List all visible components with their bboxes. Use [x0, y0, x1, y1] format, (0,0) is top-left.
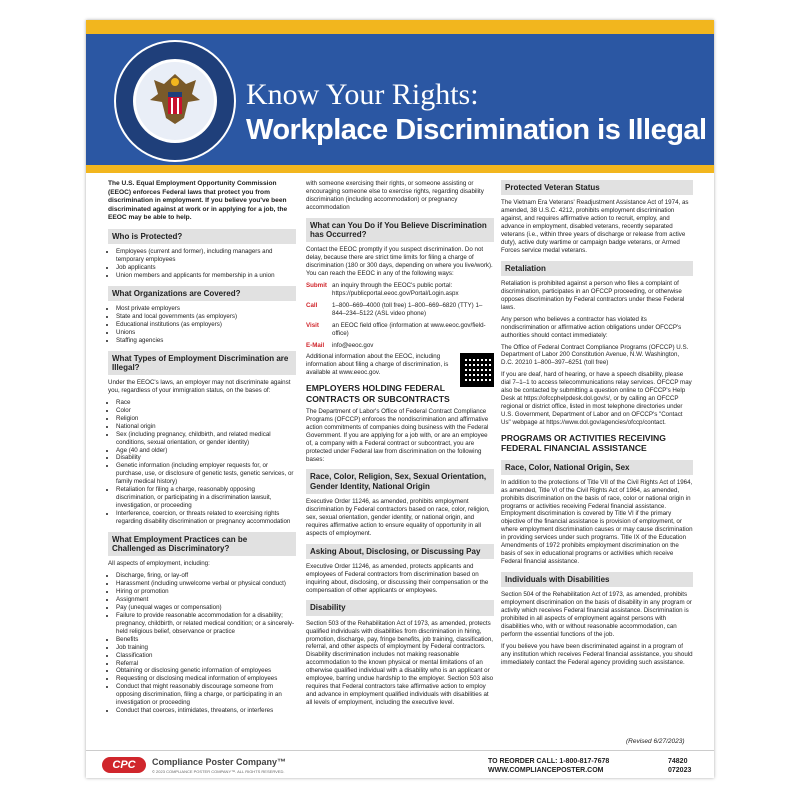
section-heading: What Organizations are Covered?: [108, 286, 296, 301]
paragraph: Executive Order 11246, as amended, protects applicants and employees of Federal contractors from discrimination based on inquiring about, disclosing, or discussing their compensation or the compensation of other applicants or employees.: [306, 562, 489, 594]
paragraph: Any person who believes a contractor has violated its nondiscrimination or affirmative action obligations under OFCCP's authorities should contact immediately:: [501, 315, 682, 339]
list-item: • Genetic information (including employer requests for, or purchase, use, or disclosure of genetic tests, genetic services, or family medical history): [116, 462, 296, 486]
column-3: [501, 180, 693, 671]
list-item: • Hiring or promotion: [116, 588, 296, 596]
list: [108, 572, 296, 715]
list-item: • Pay (unequal wages or compensation): [116, 604, 296, 612]
contact-call: [306, 302, 494, 318]
product-codes: [668, 757, 691, 775]
intro-text: The U.S. Equal Employment Opportunity Commission (EEOC) enforces Federal laws that protect you from discrimination in employment. If you believe you've been discriminated against at work or in applying for a job, the EEOC may be able to help.: [108, 180, 288, 222]
list-item: • Job training: [116, 644, 296, 652]
website-link[interactable]: WWW.COMPLIANCEPOSTER.COM: [488, 767, 604, 775]
paragraph: Executive Order 11246, as amended, prohibits employment discrimination by Federal contractors based on race, color, religion, sex, sexual orientation, gender identity, or national origin, and requires affirmative action to ensure equality of opportunity in all aspects of employment.: [306, 497, 490, 537]
poster: [86, 20, 714, 778]
section-heading: Individuals with Disabilities: [501, 572, 693, 587]
header-banner: [86, 34, 714, 165]
revised-date: (Revised 6/27/2023): [626, 738, 685, 745]
list-item: • Referral: [116, 660, 296, 668]
list-item: • State and local governments (as employers): [116, 313, 296, 321]
section-heading: Asking About, Disclosing, or Discussing Pay: [306, 544, 494, 559]
list-item: • Failure to provide reasonable accommodation for a disability; pregnancy, childbirth, or related medical condition; or a sincerely-held religious belief, observance or practice: [116, 612, 296, 636]
paragraph: with someone exercising their rights, or someone assisting or encouraging someone else to exercise rights, regarding disability discrimination (including accommodation) or pregnancy accommodation: [306, 180, 484, 211]
list-item: • Religion: [116, 415, 296, 423]
paragraph: All aspects of employment, including:: [108, 560, 210, 568]
list-item: • Discharge, firing, or lay-off: [116, 572, 296, 580]
portal-link[interactable]: an inquiry through the EEOC's public portal: https://publicportal.eeoc.gov/Portal/Login.aspx: [332, 281, 459, 297]
list-item: • Obtaining or disclosing genetic information of employees: [116, 667, 296, 675]
block-heading: EMPLOYERS HOLDING FEDERAL CONTRACTS OR SUBCONTRACTS: [306, 383, 450, 404]
eeoc-seal-icon: [114, 40, 236, 162]
email-link[interactable]: info@eeoc.gov: [332, 341, 374, 349]
list-item: • Requesting or disclosing medical information of employees: [116, 675, 296, 683]
cpc-logo: CPC: [102, 757, 146, 773]
section-heading: Retaliation: [501, 261, 693, 276]
gold-stripe-top: [86, 20, 714, 34]
list-item: • Disability: [116, 454, 296, 462]
list-item: • Color: [116, 407, 296, 415]
list: [108, 248, 296, 280]
qr-code-icon: [460, 353, 494, 387]
reorder-info: [488, 757, 609, 775]
brand-name: Compliance Poster Company™: [152, 757, 287, 767]
list-item: • Sex (including pregnancy, childbirth, and related medical conditions, sexual orientation, or gender identity): [116, 431, 296, 447]
date-code: 072023: [668, 767, 692, 775]
list-item: • Conduct that might reasonably discourage someone from opposing discrimination, filing a charge, or participating in an investigation or proceeding: [116, 683, 296, 707]
list-item: • Retaliation for filing a charge, reasonably opposing discrimination, or participating in a discrimination lawsuit, investigation, or proceeding: [116, 486, 296, 510]
paragraph: Section 504 of the Rehabilitation Act of 1973, as amended, prohibits employment discrimination on the basis of disability in any program or activity which receives Federal financial assistance. Discrimination is prohibited in all aspects of employment against persons with disabilities who, with or without reasonable accommodation, can perform the essential functions of the job.: [501, 591, 692, 638]
reorder-phone: TO REORDER CALL: 1-800-817-7678: [488, 758, 610, 765]
paragraph: Contact the EEOC promptly if you suspect discrimination. Do not delay, because there are strict time limits for filing a charge of discrimination (180 or 300 days, depending on where you live/work). You can reach the EEOC in any of the following ways:: [306, 246, 493, 277]
paragraph: Retaliation is prohibited against a person who files a complaint of discrimination, participates in an OFCCP proceeding, or otherwise opposes discrimination by Federal contractors under these Federal laws.: [501, 279, 685, 311]
more-info: [306, 353, 494, 377]
list-item: • Unions: [116, 329, 296, 337]
paragraph: Under the EEOC's laws, an employer may not discriminate against you, regardless of your immigration status, on the bases of:: [108, 379, 291, 394]
contact-visit: [306, 322, 494, 338]
section-heading: Protected Veteran Status: [501, 180, 693, 195]
list-item: • Staffing agencies: [116, 337, 296, 345]
block-heading: PROGRAMS OR ACTIVITIES RECEIVING FEDERAL FINANCIAL ASSISTANCE: [501, 432, 666, 454]
phone-numbers: 1–800–669–4000 (toll free) 1–800–669–6820 (TTY) 1–844–234–5122 (ASL video phone): [332, 301, 483, 317]
footer: [86, 750, 714, 778]
list-item: • Interference, coercion, or threats related to exercising rights regarding disability discrimination or pregnancy accommodation: [116, 510, 296, 526]
paragraph: In addition to the protections of Title VII of the Civil Rights Act of 1964, as amended, Title VI of the Civil Rights Act of 1964, as amended, prohibits discrimination on the basis of race, color or national origin in programs or activities receiving Federal financial assistance. Employment discrimination is covered by Title VI if the primary objective of the financial assistance is provision of employment, or where employment discrimination causes or may cause discrimination in providing services under such programs. Title IX of the Education Amendments of 1972 prohibits employment discrimination on the basis of sex in educational programs or activities which receive Federal financial assistance.: [501, 478, 693, 566]
list: [108, 399, 296, 526]
list-item: • Educational institutions (as employers): [116, 321, 296, 329]
list-item: • Most private employers: [116, 305, 296, 313]
list-item: • Race: [116, 399, 296, 407]
list-item: • Benefits: [116, 636, 296, 644]
list-item: • Job applicants: [116, 264, 296, 272]
product-code: 74820: [668, 758, 688, 765]
paragraph: The Department of Labor's Office of Federal Contract Compliance Programs (OFCCP) enforces the nondiscrimination and affirmative action commitments of companies doing business with the Federal Government. If you are applying for a job with, or are an employee of, a company with a Federal contract or subcontract, you are protected under Federal law from discrimination on the following bases:: [306, 407, 489, 463]
contact-submit: [306, 282, 494, 298]
contact-label: Submit: [306, 281, 327, 289]
list-item: • Employees (current and former), including managers and temporary employees: [116, 248, 296, 264]
paragraph: Section 503 of the Rehabilitation Act of 1973, as amended, protects qualified individuals with disabilities from discrimination in hiring, promotion, discharge, pay, fringe benefits, job training, classification, referral, and other aspects of employment by Federal contractors. Disability discrimination includes not making reasonable accommodation to the known physical or mental limitations of an otherwise qualified individual with a disability who is an applicant or employee, barring undue hardship to the employer. Section 503 also requires that Federal contractors take affirmative action to employ and advance in employment qualified individuals with disabilities at all levels of employment, including the executive level.: [306, 619, 494, 706]
contact-email: [306, 342, 494, 350]
list-item: • Conduct that coerces, intimidates, threatens, or interferes: [116, 707, 296, 715]
more-info-text: Additional information about the EEOC, including information about filing a charge of discrimination, is available at www.eeoc.gov.: [306, 353, 449, 377]
column-2: [306, 180, 494, 711]
copyright: © 2023 COMPLIANCE POSTER COMPANY™. ALL RIGHTS RESERVED.: [152, 769, 285, 774]
poster-subtitle: Know Your Rights:: [246, 78, 479, 111]
list-item: • Assignment: [116, 596, 296, 604]
section-heading: What Types of Employment Discrimination are Illegal?: [108, 351, 296, 375]
paragraph: If you believe you have been discriminated against in a program of any institution which receives Federal financial assistance, you should immediately contact the Federal agency providing such assistance.: [501, 642, 693, 666]
section-heading: What can You Do if You Believe Discrimination has Occurred?: [306, 218, 494, 242]
field-office-link[interactable]: an EEOC field office (information at www.eeoc.gov/field-office): [332, 321, 486, 337]
gold-stripe-mid: [86, 165, 714, 173]
ofccp-address: The Office of Federal Contract Compliance Programs (OFCCP) U.S. Department of Labor 200 Constitution Avenue, N.W. Washington, D.C. 20210 1–800–397–6251 (toll free): [501, 343, 689, 367]
list-item: • Classification: [116, 652, 296, 660]
section-heading: Race, Color, Religion, Sex, Sexual Orientation, Gender Identity, National Origin: [306, 469, 494, 493]
list-item: • Age (40 and older): [116, 447, 296, 455]
section-heading: What Employment Practices can be Challenged as Discriminatory?: [108, 532, 296, 556]
column-1: [108, 180, 296, 719]
list: [108, 305, 296, 345]
contact-label: E-Mail: [306, 341, 325, 349]
section-heading: Who is Protected?: [108, 229, 296, 244]
section-heading: Disability: [306, 600, 494, 615]
section-heading: Race, Color, National Origin, Sex: [501, 460, 693, 475]
list-item: • Harassment (including unwelcome verbal or physical conduct): [116, 580, 296, 588]
contact-label: Visit: [306, 321, 319, 329]
paragraph: If you are deaf, hard of hearing, or have a speech disability, please dial 7–1–1 to access telecommunications relay services. OFCCP may also be contacted by submitting a question online to OFCCP's Help Desk at https://ofccphelpdesk.dol.gov/s/, or by calling an OFCCP regional or district office, listed in most telephone directories under U.S. Government, Department of Labor and on OFCCP's "Contact Us" webpage at https://www.dol.gov/agencies/ofccp/contact.: [501, 371, 692, 426]
contact-label: Call: [306, 301, 318, 309]
list-item: • Union members and applicants for membership in a union: [116, 272, 296, 280]
paragraph: The Vietnam Era Veterans' Readjustment Assistance Act of 1974, as amended, 38 U.S.C. 4212, prohibits employment discrimination against, and requires affirmative action to recruit, employ, and advance in employment, disabled veterans, recently separated veterans (i.e., within three years of discharge or release from active duty), active duty wartime or campaign badge veterans, or Armed Forces service medal veterans.: [501, 199, 689, 254]
list-item: • National origin: [116, 423, 296, 431]
poster-title: Workplace Discrimination is Illegal: [246, 114, 707, 146]
